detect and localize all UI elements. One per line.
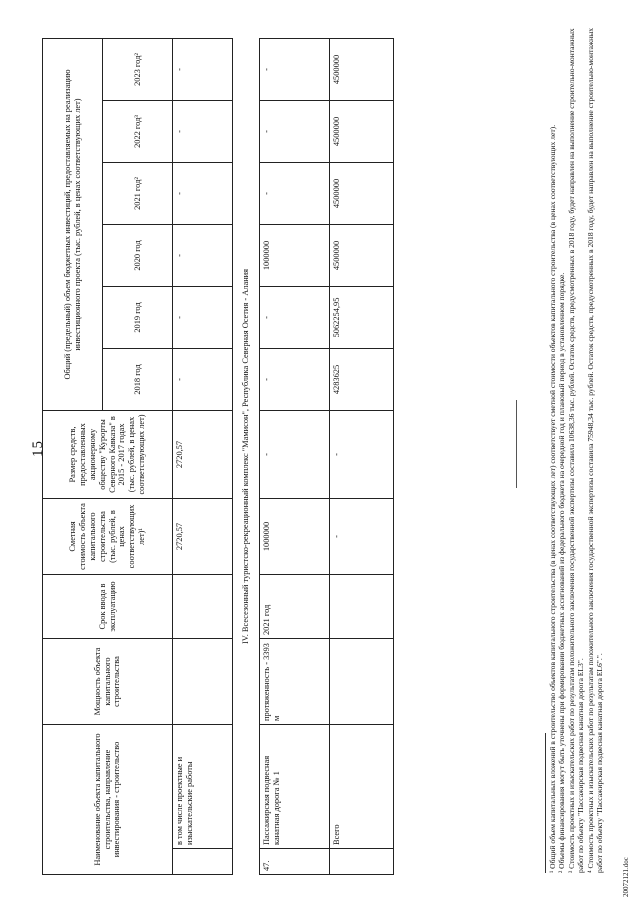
row-funds: - <box>329 411 393 499</box>
header-term: Срок ввода в эксплуатацию <box>43 575 173 639</box>
investment-table <box>42 38 394 875</box>
row-name: Пассажирская подвесная канатная дорога № 1 <box>259 725 329 849</box>
footnote: ⁴ Стоимость проектных и изыскательских работ по результатам положительного заключения государственной экспертизы составила 75948,34 тыс. рублей. Остаток средств, предусмотренных в 2018 году, будет направлен на выполнение строительно-монтажных работ по объекту "Пассажирская подвесная канатная дорога EL6".". <box>585 27 605 873</box>
table-row <box>173 39 233 875</box>
row-num <box>173 849 233 875</box>
row-2021: 4500000 <box>329 163 393 225</box>
row-num: 47. <box>259 849 329 875</box>
row-num <box>329 849 393 875</box>
header-year: 2018 год <box>103 349 173 411</box>
row-term <box>329 575 393 639</box>
document-filename: 20072121.doc <box>622 857 630 897</box>
row-2020: 1000000 <box>259 225 329 287</box>
table-row-total <box>329 39 393 875</box>
row-term: 2021 год <box>259 575 329 639</box>
row-2019: 5062254,95 <box>329 287 393 349</box>
footnotes <box>548 13 605 873</box>
header-capacity: Мощность объекта капитального строительства <box>43 639 173 725</box>
header-year: 2019 год <box>103 287 173 349</box>
row-term <box>173 575 233 639</box>
row-2023: - <box>259 39 329 101</box>
row-2021: - <box>259 163 329 225</box>
row-cost: 2720,57 <box>173 499 233 575</box>
row-2020: - <box>173 225 233 287</box>
page-number: 15 <box>30 440 46 457</box>
footnote: ³ Стоимость проектных и изыскательских работ по результатам положительного заключения государственной экспертизы составила 10638,36 тыс. рублей. Остаток средств, предусмотренных в 2018 году, будет направлен на выполнение строительно-монтажных работ по объекту "Пассажирская подвесная канатная дорога EL3". <box>566 28 586 873</box>
header-year: 2023 год² <box>103 39 173 101</box>
scan-mark <box>516 400 517 488</box>
header-cost: Сметная стоимость объекта капитального строительства (тыс. рублей, в ценах соответствующих лет)¹ <box>43 499 173 575</box>
row-2019: - <box>259 287 329 349</box>
footnote: ¹ Общий объем капитальных вложений в строительство объектов капитального строительства (в ценах соответствующих лет) соответствует сметной стоимости объектов капитального строительства (в ценах соответствующих лет). <box>548 124 557 873</box>
row-name: в том числе проектные и изыскательские работы <box>173 725 233 849</box>
row-2023: - <box>173 39 233 101</box>
section-title: IV. Всесезонный туристско-рекреационный комплекс "Мамисон", Республика Северная Осетия - Алания <box>241 268 250 645</box>
table-row <box>259 39 329 875</box>
footnote: ² Объемы финансирования могут быть уточнены при формировании бюджетных ассигнований из федерального бюджета на очередной год и плановый период в установленном порядке. <box>557 272 567 873</box>
header-year: 2020 год <box>103 225 173 287</box>
header-year: 2021 год² <box>103 163 173 225</box>
row-capacity <box>173 639 233 725</box>
row-2022: 4500000 <box>329 101 393 163</box>
row-2018: - <box>259 349 329 411</box>
header-name: Наименование объекта капитального строительства, направление инвестирования - строительство <box>43 725 173 875</box>
row-2022: - <box>173 101 233 163</box>
row-2020: 4500000 <box>329 225 393 287</box>
row-2018: - <box>173 349 233 411</box>
row-capacity: протяженность - 3393 м <box>259 639 329 725</box>
row-cost: 1000000 <box>259 499 329 575</box>
row-2022: - <box>259 101 329 163</box>
header-total-invest: Общий (предельный) объем бюджетных инвестиций, предоставляемых на реализацию инвестиционного проекта (тыс. рублей, в ценах соответствующих лет) <box>43 39 103 411</box>
row-capacity <box>329 639 393 725</box>
row-cost: - <box>329 499 393 575</box>
header-year: 2022 год³ <box>103 101 173 163</box>
header-funds: Размер средств, предоставленных акционерному обществу "Курорты Северного Кавказа" в 2015 - 2017 годах (тыс. рублей, в ценах соответствующих лет) <box>43 411 173 499</box>
footnote-divider <box>545 733 546 873</box>
row-2023: 4500000 <box>329 39 393 101</box>
row-2021: - <box>173 163 233 225</box>
row-name: Всего <box>329 725 393 849</box>
row-funds: 2720,57 <box>173 411 233 499</box>
row-2018: 4283625 <box>329 349 393 411</box>
row-2019: - <box>173 287 233 349</box>
row-funds: - <box>259 411 329 499</box>
